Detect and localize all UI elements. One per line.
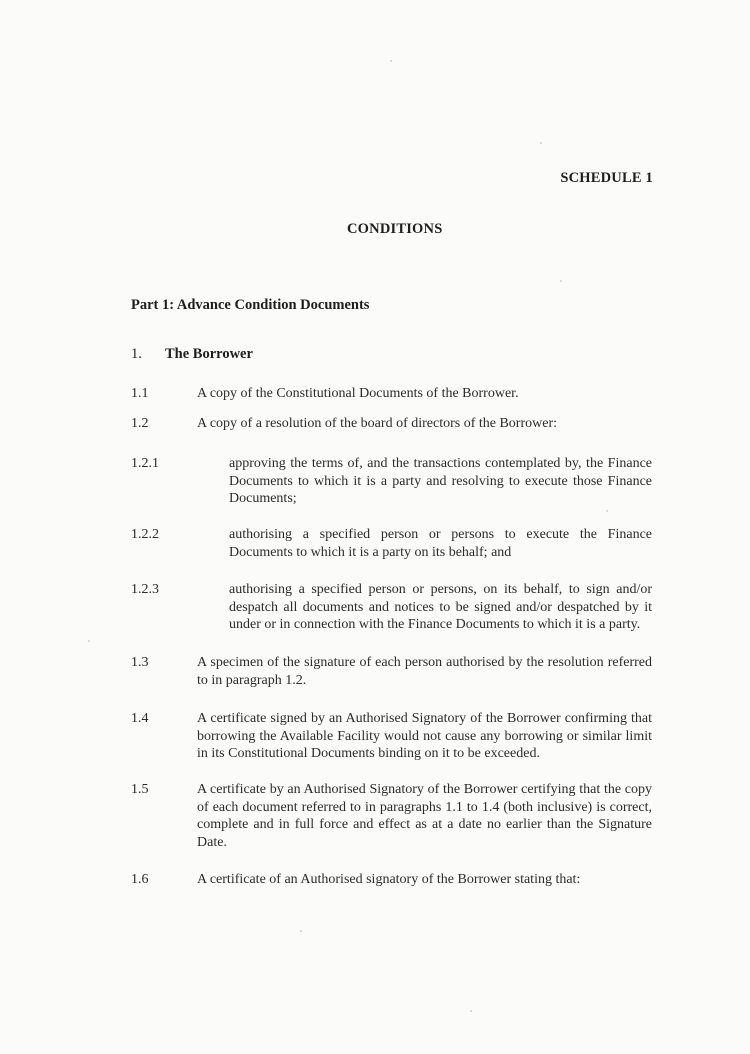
part-title: Part 1: Advance Condition Documents	[131, 297, 370, 313]
section-number: 1.	[131, 346, 142, 362]
paragraph-number: 1.4	[131, 711, 149, 726]
scan-speck	[88, 640, 90, 642]
scan-speck	[606, 510, 608, 512]
document-title: CONDITIONS	[347, 221, 443, 237]
scan-speck	[560, 280, 562, 282]
scan-speck	[300, 930, 302, 932]
paragraph-number: 1.3	[131, 655, 149, 670]
paragraph-text: A copy of a resolution of the board of directors of the Borrower:	[197, 416, 558, 431]
paragraph-text: A certificate by an Authorised Signatory of the Borrower certifying that the copy of each document referred to in paragraphs 1.1 to 1.4 (both inclusive) is correct, complete and in full force and effect as at a date no earlier than the Signature Date.	[197, 782, 652, 850]
paragraph-text: authorising a specified person or persons to execute the Finance Documents to which it is a party on its behalf; and	[229, 527, 652, 560]
scan-speck	[470, 1010, 472, 1012]
paragraph-number: 1.5	[131, 782, 149, 797]
section-title: The Borrower	[165, 346, 253, 362]
paragraph-text: A certificate of an Authorised signatory of the Borrower stating that:	[197, 872, 581, 887]
paragraph-text: A specimen of the signature of each person authorised by the resolution referred to in paragraph 1.2.	[197, 655, 652, 688]
paragraph-text: A certificate signed by an Authorised Signatory of the Borrower confirming that borrowing the Available Facility would not cause any borrowing or similar limit in its Constitutional Documents binding on it to be exceeded.	[197, 711, 652, 761]
paragraph-number: 1.2	[131, 416, 149, 431]
scan-speck	[390, 60, 392, 62]
paragraph-number: 1.2.1	[131, 456, 159, 471]
paragraph-text: authorising a specified person or persons, on its behalf, to sign and/or despatch all documents and notices to be signed and/or despatched by it under or in connection with the Finance Documents to which it is a party.	[229, 582, 652, 632]
section-heading	[131, 346, 253, 363]
paragraph-text: approving the terms of, and the transactions contemplated by, the Finance Documents to which it is a party and resolving to execute those Finance Documents;	[229, 456, 652, 506]
paragraph-text: A copy of the Constitutional Documents of the Borrower.	[197, 386, 519, 401]
paragraph-number: 1.2.3	[131, 582, 159, 597]
scan-speck	[540, 142, 542, 144]
paragraph-number: 1.6	[131, 872, 149, 887]
paragraph-number: 1.2.2	[131, 527, 159, 542]
schedule-label: SCHEDULE 1	[560, 170, 653, 186]
paragraph-number: 1.1	[131, 386, 149, 401]
